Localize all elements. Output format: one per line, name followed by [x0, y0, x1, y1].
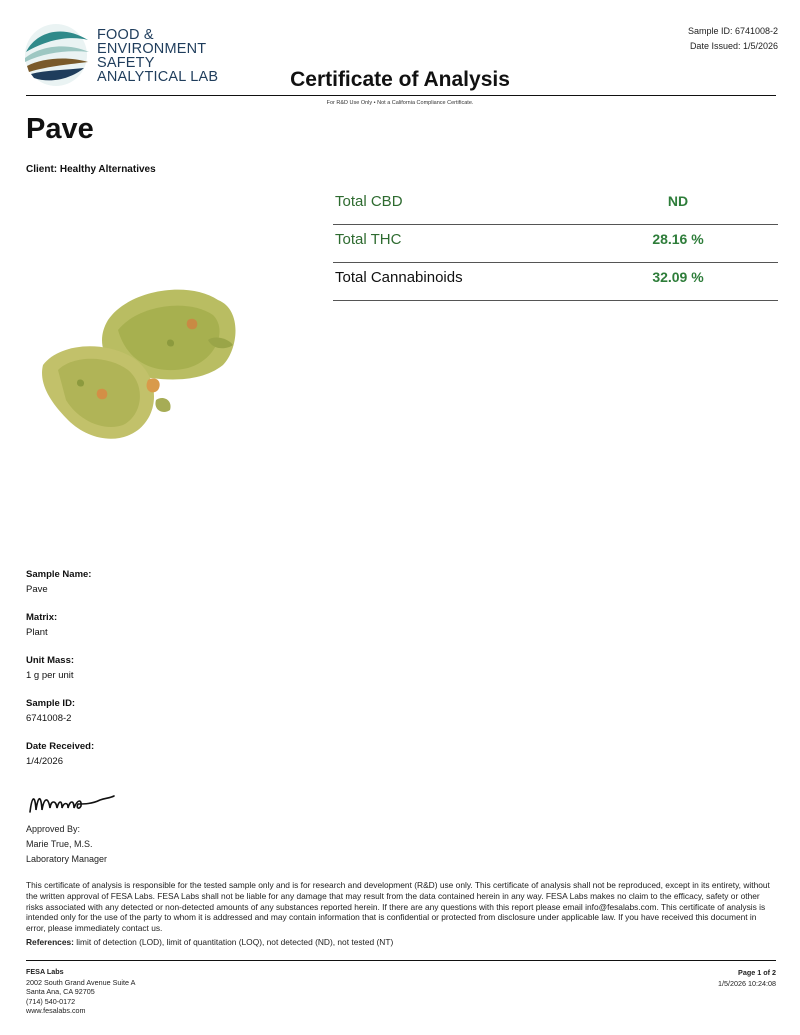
field-value: 6741008-2	[26, 713, 72, 724]
summary-value: 32.09 %	[652, 269, 704, 285]
signature	[26, 786, 126, 822]
rd-disclaimer: For R&D Use Only • Not a California Compliance Certificate.	[326, 100, 474, 106]
approver-name: Marie True, M.S.	[26, 839, 93, 849]
sample-meta	[688, 24, 778, 54]
footer-phone: (714) 540-0172	[26, 996, 76, 1006]
field-label: Sample ID:	[26, 698, 76, 709]
field-sample-id	[26, 697, 94, 727]
approved-by-label: Approved By:	[26, 824, 81, 834]
footer-divider	[26, 960, 776, 961]
summary-label: Total CBD	[335, 193, 403, 210]
field-label: Date Received:	[26, 741, 95, 752]
field-unit-mass	[26, 654, 94, 684]
product-name: Pave	[26, 113, 94, 145]
references	[26, 937, 778, 947]
approval-block	[26, 822, 107, 867]
approver-title: Laboratory Manager	[26, 854, 108, 864]
summary-label: Total Cannabinoids	[335, 269, 463, 286]
client-name: Client: Healthy Alternatives	[26, 164, 156, 175]
header-divider	[26, 95, 776, 96]
summary-value: 28.16 %	[652, 231, 704, 247]
footer-address	[26, 967, 135, 1015]
document-title: Certificate of Analysis	[290, 68, 510, 91]
legal-disclaimer: This certificate of analysis is responsible for the tested sample only and is for research and development (R&D) use only. This certificate of analysis shall not be reproduced, except in its entirety, without the written approval of FESA Labs. FESA Labs shall not be liable for any damage that may result from the data contained herein in any way. FESA Labs makes no claim to the efficacy, safety or other risks associated with any detected or non-detected amounts of any substances reported herein. If there are any questions with this report please email info@fesalabs.com. This certificate of analysis is intended only for the use of the party to whom it is addressed and may contain information that is confidential or protected from disclosure under applicable law. If you have received this document in error, please immediately contact us.	[26, 880, 770, 934]
footer-address-line: 2002 South Grand Avenue Suite A	[26, 978, 136, 988]
sample-id-line: Sample ID: 6741008-2	[687, 26, 778, 36]
cannabinoid-summary	[333, 187, 778, 301]
references-label: References:	[26, 937, 74, 947]
footer-timestamp: 1/5/2026 10:24:08	[718, 979, 776, 988]
references-text: limit of detection (LOD), limit of quantitation (LOQ), not detected (ND), not tested (NT)	[76, 937, 394, 947]
lab-name-line: SAFETY	[97, 55, 155, 71]
summary-label: Total THC	[335, 231, 402, 248]
product-photo	[38, 280, 268, 450]
page-number: Page 1 of 2	[738, 968, 776, 977]
field-label: Unit Mass:	[26, 655, 75, 666]
field-label: Matrix:	[26, 612, 58, 623]
summary-value: ND	[667, 193, 689, 209]
footer-address-line: Santa Ana, CA 92705	[26, 987, 95, 997]
lab-name-line: ANALYTICAL LAB	[97, 69, 219, 85]
field-value: Pave	[26, 584, 48, 595]
field-sample-name	[26, 568, 94, 598]
field-value: 1 g per unit	[26, 670, 74, 681]
footer-company: FESA Labs	[26, 967, 64, 976]
field-date-received	[26, 740, 94, 770]
field-value: 1/4/2026	[26, 756, 63, 767]
field-value: Plant	[26, 627, 48, 638]
lab-name-line: ENVIRONMENT	[97, 41, 207, 57]
footer-page-info	[718, 967, 776, 989]
summary-row-cbd	[333, 187, 778, 225]
date-issued-line: Date Issued: 1/5/2026	[689, 41, 778, 51]
field-label: Sample Name:	[26, 569, 92, 580]
sample-details	[26, 568, 94, 783]
field-matrix	[26, 611, 94, 641]
lab-name-line: FOOD &	[97, 27, 154, 43]
footer-website: www.fesalabs.com	[26, 1005, 86, 1015]
summary-row-total	[333, 263, 778, 301]
summary-row-thc	[333, 225, 778, 263]
